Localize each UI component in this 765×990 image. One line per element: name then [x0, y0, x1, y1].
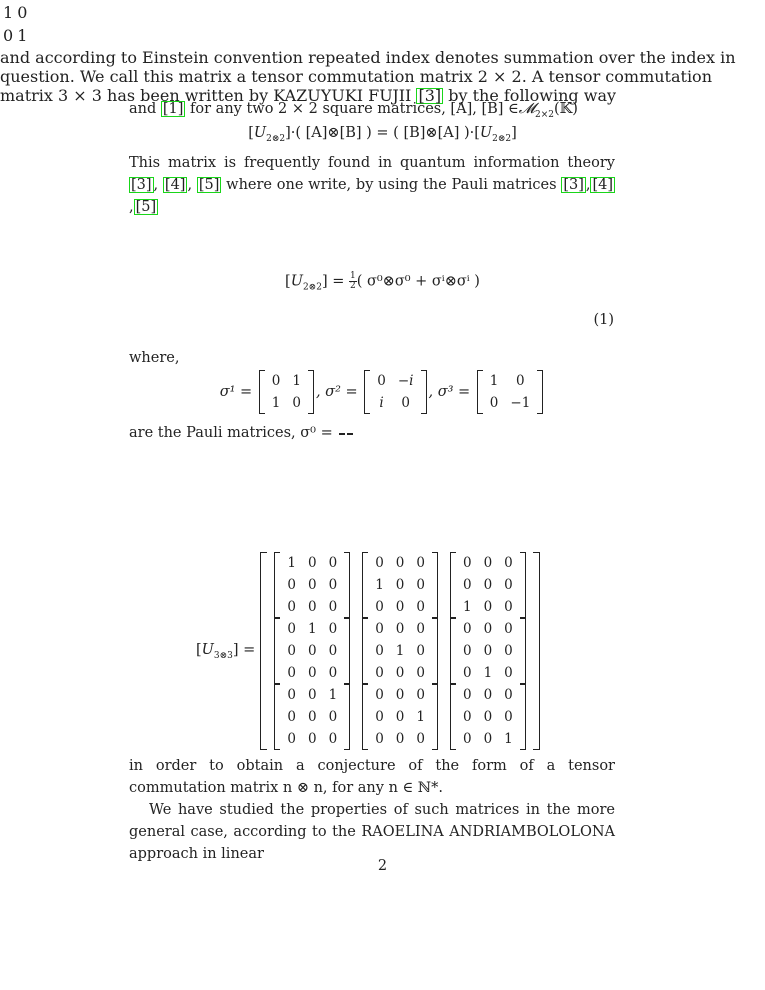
matrix-cell: 0 — [308, 643, 317, 659]
matrix-cell: 0 — [308, 687, 317, 703]
matrix-cell: 1 — [3, 3, 14, 22]
sub-block-matrix — [450, 618, 526, 684]
matrix-cell: 0 — [375, 665, 384, 681]
sub-block-matrix — [274, 552, 350, 618]
matrix-cell: 0 — [462, 731, 472, 747]
matrix-cell: 0 — [287, 621, 297, 637]
matrix-cell: 0 — [292, 395, 301, 411]
matrix-cell: 0 — [328, 555, 338, 571]
eq1-u-sub: 2⊗2 — [302, 282, 322, 293]
matrix-space-symbol: 𝓜 — [518, 101, 536, 117]
pauli-text: are the Pauli matrices, σ⁰ = — [129, 425, 333, 441]
matrix-cell: 0 — [395, 555, 405, 571]
page-number: 2 — [377, 858, 388, 874]
matrix-cell: 1 — [328, 687, 338, 703]
matrix-cell: 0 — [328, 665, 338, 681]
matrix-cell: 0 — [328, 643, 338, 659]
matrix-cell: 1 — [489, 373, 499, 389]
matrix-cell: 0 — [375, 731, 384, 747]
field-symbol: (𝕂) — [554, 101, 578, 117]
citation-4b[interactable]: [4] — [592, 177, 614, 193]
matrix-cell: 0 — [483, 621, 493, 637]
matrix-cell: 0 — [328, 709, 338, 725]
paragraph-studied: We have studied the properties of such matrices in the more general case, according to the RAOELINA ANDRIAMBOLOLONA approach in linear — [129, 802, 615, 862]
sub-block-matrix — [362, 684, 438, 750]
matrix-cell: 0 — [287, 643, 297, 659]
paragraph-pauli — [129, 422, 615, 444]
quantum-text: This matrix is frequently found in quantum information theory — [129, 155, 615, 171]
fraction-denominator: 2 — [349, 281, 356, 291]
matrix-cell: 0 — [401, 395, 410, 411]
intro-lead-text: and — [129, 101, 161, 117]
matrix-cell: i — [379, 395, 384, 411]
citation-5b[interactable]: [5] — [135, 199, 157, 215]
paragraph-quantum: This matrix is frequently found in quantum information theory [3] , [4] , [5] where one write, by using the Pauli matrices [3] , [4], [5] — [129, 155, 615, 215]
eq1-equals: ] = — [321, 273, 349, 290]
matrix-cell: 0 — [416, 687, 425, 703]
matrix-cell: 0 — [504, 643, 513, 659]
matrix-cell: 0 — [375, 555, 384, 571]
matrix-cell: 1 — [395, 643, 405, 659]
matrix-cell: 0 — [17, 3, 28, 22]
citation-1[interactable]: [1] — [162, 101, 184, 117]
matrix-cell: 0 — [462, 555, 472, 571]
matrix-cell: 0 — [462, 577, 472, 593]
sub-block-matrix — [450, 684, 526, 750]
citation-4[interactable]: [4] — [164, 177, 186, 193]
matrix-cell: 0 — [504, 555, 513, 571]
matrix-cell: 0 — [504, 709, 513, 725]
pauli-text-2: and according to Einstein convention — [0, 48, 303, 67]
matrix-cell: 0 — [462, 643, 472, 659]
matrix-cell: 1 — [292, 373, 301, 389]
matrix-cell: 0 — [328, 621, 338, 637]
matrix-cell: 1 — [308, 621, 317, 637]
commute-u-left: U — [253, 125, 267, 141]
citation-3[interactable]: [3] — [131, 177, 152, 193]
matrix-cell: 0 — [395, 687, 405, 703]
sigma1-label: σ¹ = — [219, 384, 253, 400]
matrix-cell: 0 — [416, 577, 425, 593]
matrix-cell: 0 — [375, 599, 384, 615]
matrix-cell: 1 — [416, 709, 425, 725]
matrix-cell: 0 — [489, 395, 499, 411]
matrix-cell: 0 — [462, 709, 472, 725]
matrix-cell: 0 — [462, 621, 472, 637]
matrix-cell: 0 — [3, 26, 14, 45]
matrix-cell: 0 — [395, 731, 405, 747]
matrix-cell: 0 — [287, 599, 297, 615]
equation-number: (1) — [593, 312, 614, 328]
matrix-cell: 0 — [416, 621, 425, 637]
sigma1-matrix — [259, 370, 314, 414]
paragraph-conjecture: in order to obtain a conjecture of the form of a tensor commutation matrix n ⊗ n, for any n ∈ ℕ*. — [129, 758, 615, 796]
matrix-cell: 0 — [271, 373, 281, 389]
matrix-cell: 0 — [416, 643, 425, 659]
commute-body: ·( [A]⊗[B] ) = ( [B]⊗[A] )· — [290, 125, 475, 141]
matrix-cell: 0 — [375, 643, 384, 659]
matrix-cell: 0 — [416, 555, 425, 571]
sub-block-matrix — [450, 552, 526, 618]
eq1-body: ( σ⁰⊗σ⁰ + σⁱ⊗σⁱ ) — [356, 273, 480, 290]
commute-u-left-sub: 2⊗2 — [266, 133, 286, 144]
matrix-cell: 0 — [395, 577, 405, 593]
citation-3b[interactable]: [3] — [563, 177, 584, 193]
matrix-cell: 0 — [483, 599, 493, 615]
u3-symbol: U — [201, 641, 214, 658]
pauli-text-3: repeated index denotes summation over the index in question. We call this matrix a tensor commutation matrix 2 × 2. A tensor commutation matrix 3 × 3 has been written by KAZUYUKI FUJII — [0, 48, 736, 105]
quantum-text-2: where one write, by using the Pauli matrices — [221, 177, 562, 193]
matrix-cell: 0 — [416, 665, 425, 681]
matrix-cell: −i — [397, 373, 414, 389]
commute-u-right-sub: 2⊗2 — [492, 133, 512, 144]
matrix-cell: 0 — [483, 577, 493, 593]
matrix-cell: 0 — [287, 687, 297, 703]
matrix-cell: 0 — [504, 599, 513, 615]
matrix-cell: −1 — [510, 395, 531, 411]
sub-block-matrix — [274, 684, 350, 750]
matrix-cell: 0 — [328, 577, 338, 593]
fraction-numerator: 1 — [349, 271, 356, 281]
matrix-cell: 1 — [504, 731, 513, 747]
commutation-equation: $[U_{2\otimes 2}]\cdot$( [A]⊗[B] ) = ( [B]⊗[A] )$\cdot[U_{2\otimes 2}]$ — [248, 125, 517, 144]
matrix-cell: 1 — [483, 665, 493, 681]
matrix-cell: 0 — [328, 599, 338, 615]
matrix-cell: 0 — [462, 665, 472, 681]
sigma2-label: , σ² = — [315, 384, 358, 400]
u3-subscript: 3⊗3 — [213, 650, 233, 661]
sub-block-matrix — [362, 618, 438, 684]
pauli-text-4: by the following way — [443, 86, 617, 105]
matrix-cell: 1 — [462, 599, 472, 615]
matrix-cell: 0 — [483, 731, 493, 747]
matrix-cell: 0 — [483, 555, 493, 571]
matrix-cell: 0 — [462, 687, 472, 703]
sub-block-matrix — [362, 552, 438, 618]
matrix-cell: 0 — [287, 709, 297, 725]
equation-1: $[U_{2\otimes 2}]$ = $\frac{1}{2}$ ( σ⁰⊗σ⁰ + σⁱ⊗σⁱ ) — [285, 271, 480, 293]
half-fraction — [349, 272, 357, 291]
matrix-space-subscript: 2×2 — [535, 109, 555, 120]
matrix-cell: 0 — [375, 621, 384, 637]
sub-block-matrix — [274, 618, 350, 684]
sigma2-matrix — [364, 370, 426, 414]
matrix-cell: 0 — [308, 577, 317, 593]
tensor-commutation-3x3 — [196, 552, 540, 750]
sigma3-matrix — [477, 370, 544, 414]
matrix-cell: 0 — [504, 665, 513, 681]
commute-u-right: U — [479, 125, 493, 141]
matrix-cell: 0 — [395, 665, 405, 681]
matrix-cell: 0 — [395, 621, 405, 637]
matrix-cell: 0 — [375, 709, 384, 725]
matrix-cell: 0 — [308, 555, 317, 571]
matrix-cell: 0 — [308, 665, 317, 681]
matrix-cell: 0 — [308, 731, 317, 747]
matrix-cell: 0 — [516, 373, 525, 389]
matrix-cell: 0 — [483, 709, 493, 725]
matrix-cell: 0 — [308, 599, 317, 615]
matrix-cell: 0 — [328, 731, 338, 747]
sigma3-label: , σ³ = — [428, 384, 471, 400]
matrix-cell: 0 — [504, 577, 513, 593]
matrix-cell: 0 — [416, 599, 425, 615]
matrix-cell: 0 — [287, 577, 297, 593]
intro-text: for any two 2 × 2 square matrices, [A], [B] ∈ — [185, 101, 519, 117]
matrix-cell: 1 — [375, 577, 384, 593]
matrix-cell: 0 — [504, 621, 513, 637]
matrix-cell: 0 — [483, 687, 493, 703]
matrix-cell: 0 — [416, 731, 425, 747]
matrix-cell: 1 — [17, 26, 28, 45]
matrix-cell: 0 — [287, 665, 297, 681]
matrix-cell: 0 — [287, 731, 297, 747]
u3-equals: ] = — [232, 641, 256, 658]
matrix-cell: 0 — [395, 599, 405, 615]
where-text: where, — [129, 350, 180, 366]
matrix-cell: 0 — [395, 709, 405, 725]
matrix-cell: 0 — [375, 687, 384, 703]
eq1-u: U — [290, 273, 303, 290]
matrix-cell: 1 — [271, 395, 281, 411]
u3-label: $[U_{3\otimes 3}]$ = — [196, 641, 256, 661]
matrix-cell: 0 — [308, 709, 317, 725]
citation-5[interactable]: [5] — [198, 177, 220, 193]
matrix-cell: 0 — [504, 687, 513, 703]
citation-3c[interactable]: [3] — [418, 86, 442, 105]
matrix-cell: 1 — [287, 555, 297, 571]
pauli-matrices — [0, 370, 765, 414]
block-matrix — [260, 552, 539, 750]
paragraph-intro — [129, 98, 615, 126]
matrix-cell: 0 — [377, 373, 386, 389]
matrix-cell: 0 — [483, 643, 493, 659]
